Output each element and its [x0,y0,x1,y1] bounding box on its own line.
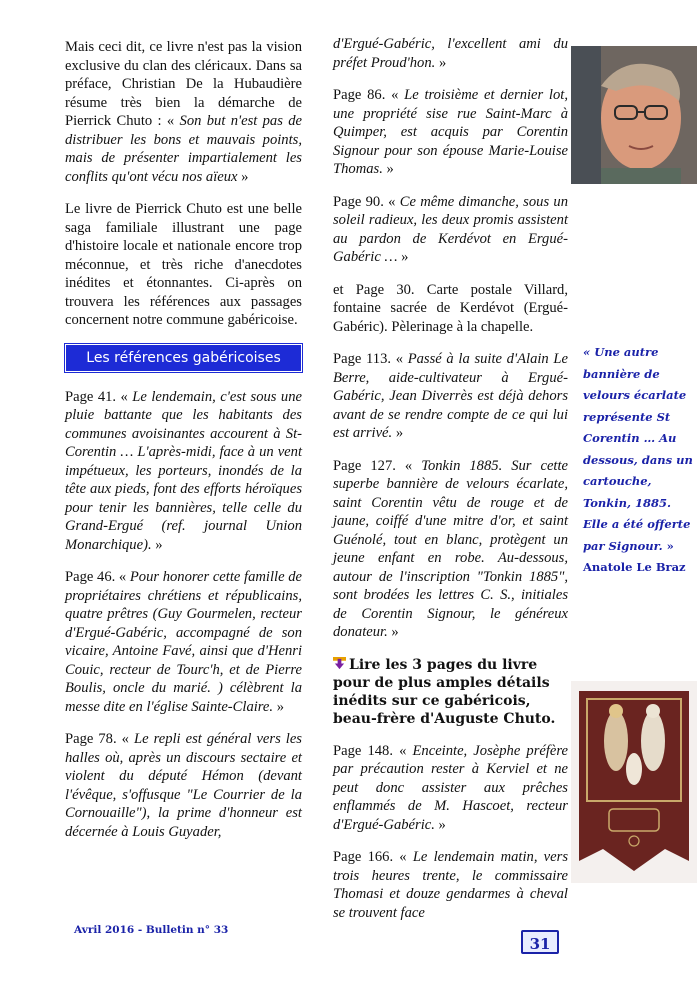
quote-close: » [273,698,285,715]
quote-close: » [435,54,447,71]
ref-page-78-continued [333,35,568,72]
ref-page-30: et Page 30. Carte postale Villard, fontaine sacrée de Kerdévot (Ergué-Gabéric). Pèlerinage à la chapelle. [333,281,568,335]
ref-label: Page 41. « [65,388,133,405]
quote-author: Anatole Le Braz [583,560,686,574]
tonkin-banner-photo [571,681,697,883]
ref-quote: Tonkin 1885. Sur cette superbe bannière de velours écarlate, saint Corentin vêtu de rouge et de jaune, coiffé d'une mitre d'or, et saint Guénolé, tout en blanc, protègent un jeune enfant en robe. Au-dessous, autour de l'inscription "Tonkin 1885", sont brodées les lettres C. S., initiales de Corentin Signour, le généreux donateur. [333,457,569,640]
ref-label: Page 86. « [333,87,405,103]
ref-page-46 [65,568,302,716]
page-number-box: 31 [521,930,559,954]
ref-page-127 [333,457,568,642]
banner-illustration [571,681,697,883]
sidebar-quote-text: Une autre bannière de velours écarlate représente St Corentin … Au dessous, dans un cartouche, Tonkin, 1885. Elle a été offerte par Signour. [583,345,693,553]
ref-label: Page 46. « [65,569,130,585]
ref-label: Page 166. « [333,849,413,865]
paragraph-saga: Le livre de Pierrick Chuto est une belle saga familiale illustrant une page d'histoire locale et nationale encore trop méconnue, et très riche d'anecdotes inédites et étonnantes. Ci-après on trouvera les références aux passages concernent notre commune gabéricoise. [65,201,302,328]
ref-page-148 [333,742,568,835]
column-left [65,38,302,855]
quote-close: » [434,816,446,833]
read-more-link[interactable] [333,656,568,728]
ref-label: Page 78. « [65,731,134,747]
ref-quote: Le troisième et dernier lot, une propriété sise rue Saint-Marc à Quimper, est acquis par Corentin Signour pour son épouse Marie-Louise Thomas. [333,87,568,177]
ref-page-90 [333,193,568,267]
ref-quote: Ce même dimanche, sous un soleil radieux, les deux promis assistent au pardon de Kerdévot en Ergué-Gabéric … [333,193,568,265]
ref-quote: Pour honorer cette famille de propriétaires chrétiens et républicains, quatre prêtres (Guy Gourmelen, recteur d'Ergué-Gabéric, accompagné de son vicaire, Antoine Favé, ainsi que d'Henri Couic, recteur de Tourc'h, et de Pierre Boulis, oncle du marié. ) célèbrent la messe dite en l'église Sainte-Claire. [65,569,302,715]
ref-quote: d'Ergué-Gabéric, l'excellent ami du préfet Proud'hon. [333,36,568,71]
quote-close: » [392,425,404,441]
ref-page-113 [333,350,568,443]
section-title-banner: Les références gabéricoises [65,344,302,372]
preface-quote: Son but n'est pas de distribuer les bons et mauvais points, mais de présenter impartialement les conflits qu'ont vécu nos aïeux [65,113,303,185]
ref-quote: Enceinte, Josèphe préfère par précaution rester à Kerviel et ne peut donc assister aux prêches enflammés de M. Hascoet, recteur d'Ergué-Gabéric. [333,742,568,833]
ref-quote: Passé à la suite d'Alain Le Berre, aide-cultivateur à Ergué-Gabéric, Jean Diverrès est déjà dehors avant de se rendre compte de ce qui lui est arrivé. [333,351,568,441]
arrow-down-icon [333,657,346,670]
quote-close: » [662,538,674,553]
quote-close: » [382,161,394,177]
ref-page-166 [333,848,568,922]
quote-open: « [583,345,595,359]
ref-label: Page 148. « [333,742,413,759]
preface-intro: Mais ceci dit, ce livre n'est pas la vision exclusive du clan des cléricaux. Dans sa préface, Christian De la Hubaudière résume très bien la démarche de Pierrick Chuto : « [65,39,302,129]
ref-label: Page 90. « [333,193,400,210]
quote-close: » [151,536,163,553]
quote-close: » [397,249,409,265]
ref-quote: Le lendemain matin, vers trois heures trente, le commissaire Thomasi et douze gendarmes à cheval se trouvent face [333,849,568,921]
ref-page-86 [333,86,568,179]
ref-quote: Le repli est général vers les halles où, après un discours sectaire et violent du député Hémon (devant l'évêque, s'offusque "Le Courrier de la Cornouaille"), la prime d'honneur est décernée à Louis Guyader, [65,731,302,840]
sidebar-quote [583,342,695,579]
quote-close: » [387,624,399,640]
ref-label: Page 127. « [333,457,422,474]
quote-close: » [237,168,249,185]
author-portrait-photo [571,46,697,184]
paragraph-preface [65,38,302,186]
footer-date: Avril 2016 - Bulletin n° 33 [74,924,229,936]
column-middle [333,38,568,936]
ref-page-41 [65,388,302,555]
ref-page-78 [65,730,302,841]
portrait-illustration [571,46,697,184]
ref-label: Page 113. « [333,351,408,367]
read-more-text[interactable]: Lire les 3 pages du livre pour de plus amples détails inédits sur ce gabéricois, beau-frère d'Auguste Chuto. [333,656,556,727]
ref-quote: Le lendemain, c'est sous une pluie battante que les habitants des communes avoisinantes accourent à St-Corentin … L'après-midi, face à un vent impétueux, les porteurs, inondés de la tête aux pieds, font des efforts héroïques pour tenir les bannières, telle celle du Grand-Ergué (ref. journal Union Monarchique). [65,388,302,553]
